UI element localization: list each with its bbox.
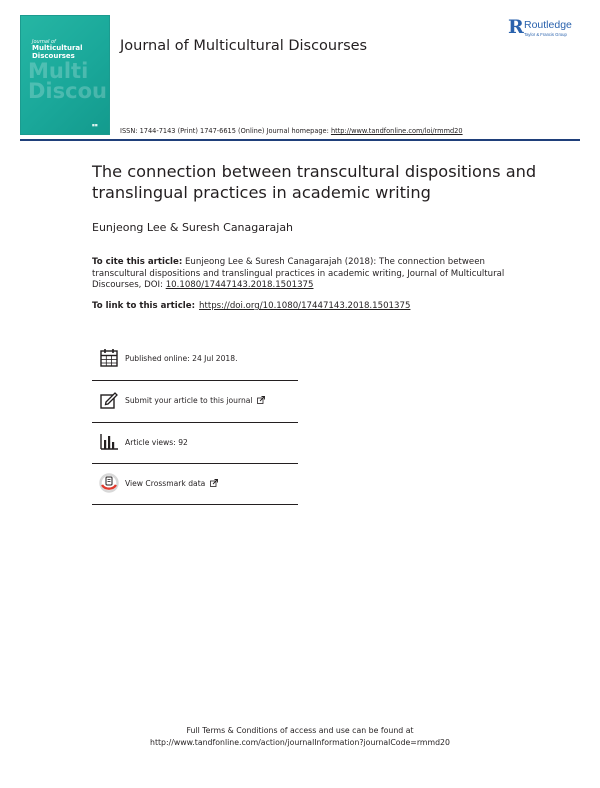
routledge-logo	[508, 18, 588, 42]
cover-watermark-text: Multi Discou	[28, 59, 107, 103]
crossmark-link[interactable]	[125, 479, 218, 488]
journal-homepage-link[interactable]: http://www.tandfonline.com/loi/rmmd20	[330, 127, 463, 135]
cite-doi-link[interactable]: 10.1080/17447143.2018.1501375	[165, 280, 314, 291]
submit-row[interactable]	[92, 389, 298, 431]
bar-chart-icon	[98, 431, 120, 453]
cover-journal-of: Journal of	[32, 39, 56, 45]
info-divider	[92, 380, 298, 381]
submit-article-link[interactable]	[125, 396, 265, 405]
cover-publisher-mark: ■■	[92, 123, 98, 127]
issn-text: ISSN: 1744-7143 (Print) 1747-6615 (Online) Journal homepage:	[120, 127, 331, 135]
views-row	[92, 431, 298, 473]
issn-line	[120, 127, 463, 135]
logo-name: Routledge	[524, 19, 572, 31]
edit-icon	[98, 389, 120, 411]
info-divider	[92, 463, 298, 464]
crossmark-row[interactable]	[92, 472, 298, 514]
routledge-r-icon: R	[508, 16, 524, 38]
crossmark-icon	[98, 472, 120, 494]
article-doi-link[interactable]: https://doi.org/10.1080/17447143.2018.1501375	[199, 301, 411, 311]
header-divider	[20, 139, 580, 141]
link-to-article	[92, 301, 410, 311]
published-date: Published online: 24 Jul 2018.	[125, 354, 238, 363]
journal-cover	[20, 15, 110, 135]
calendar-icon	[98, 347, 120, 369]
logo-sub: Taylor & Francis Group	[524, 32, 567, 37]
link-label: To link to this article:	[92, 301, 196, 311]
citation-block	[92, 257, 512, 292]
article-views: Article views: 92	[125, 438, 188, 447]
article-authors: Eunjeong Lee & Suresh Canagarajah	[92, 221, 294, 234]
external-link-icon	[210, 479, 218, 487]
footer-terms: Full Terms & Conditions of access and use can be found at	[186, 726, 414, 735]
external-link-icon	[257, 396, 265, 404]
cite-label: To cite this article:	[92, 257, 183, 267]
journal-title: Journal of Multicultural Discourses	[120, 38, 368, 54]
published-row	[92, 347, 298, 389]
cite-text: Eunjeong Lee & Suresh Canagarajah (2018): The connection between transcultural dispositions and translingual practices in academic writing, Journal of Multicultural Discourses, DOI:	[92, 257, 505, 291]
article-title: The connection between transcultural dispositions and translingual practices in academic writing	[92, 162, 537, 202]
info-divider	[92, 504, 298, 505]
submit-label: Submit your article to this journal	[125, 396, 253, 405]
info-divider	[92, 422, 298, 423]
crossmark-label: View Crossmark data	[125, 479, 206, 488]
footer-terms-link[interactable]: http://www.tandfonline.com/action/journalInformation?journalCode=rmmd20	[150, 738, 450, 747]
cover-title: Multicultural Discourses	[32, 44, 83, 60]
